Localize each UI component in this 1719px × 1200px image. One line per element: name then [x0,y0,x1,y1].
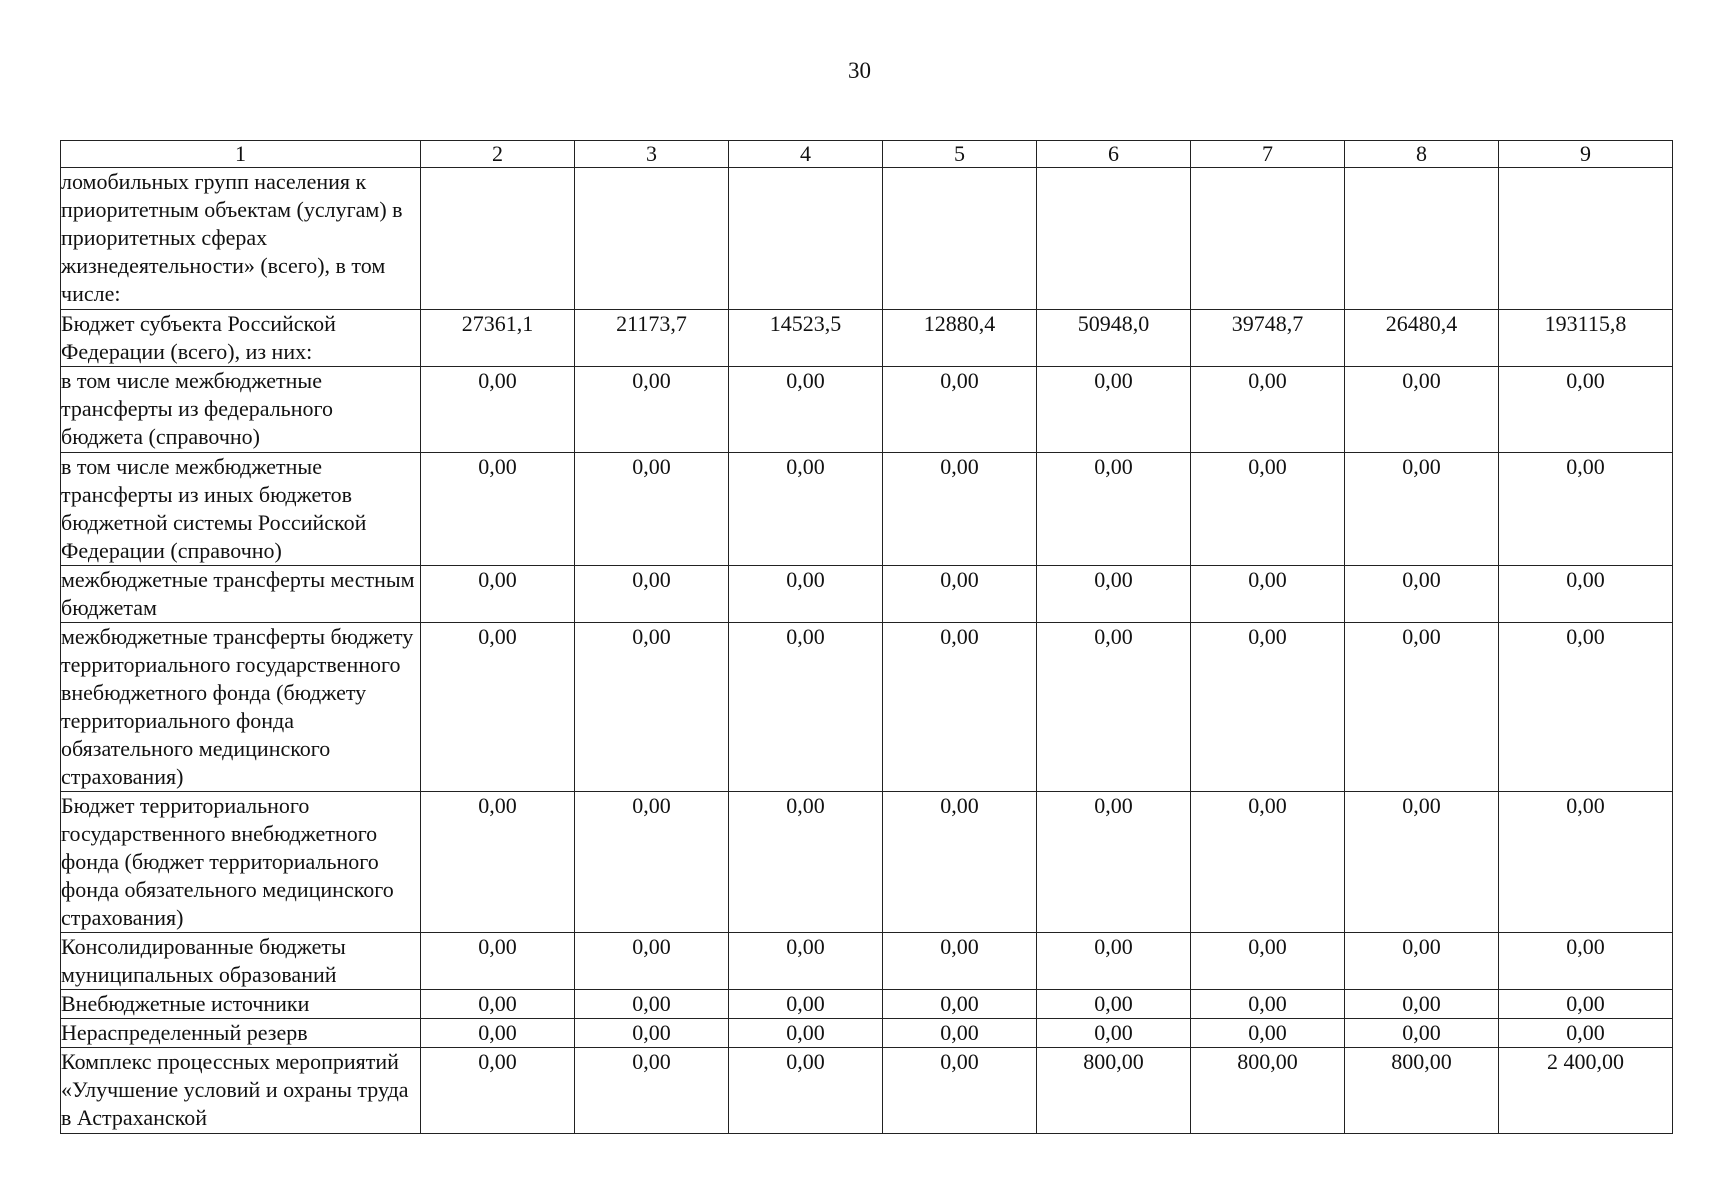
page-number: 30 [848,58,871,83]
value-cell: 0,00 [883,1019,1037,1048]
value-cell: 0,00 [421,367,575,453]
row-label: Комплекс процессных мероприятий «Улучшение условий и охраны труда в Астраханской [61,1048,421,1134]
value-cell: 0,00 [1345,792,1499,933]
value-cell: 0,00 [1037,792,1191,933]
header-cell: 9 [1499,141,1673,168]
value-cell: 0,00 [575,453,729,566]
value-cell: 0,00 [575,623,729,792]
value-cell: 0,00 [1345,933,1499,990]
value-cell: 0,00 [883,933,1037,990]
value-cell: 0,00 [1037,566,1191,623]
table-row [61,168,1673,310]
value-cell: 0,00 [729,566,883,623]
table-row [61,453,1673,566]
value-cell: 0,00 [883,990,1037,1019]
value-cell [575,168,729,310]
row-label: в том числе межбюджетные трансферты из иных бюджетов бюджетной системы Российской Федерации (справочно) [61,453,421,566]
row-label: Консолидированные бюджеты муниципальных образований [61,933,421,990]
value-cell: 0,00 [1499,623,1673,792]
row-label: Нераспределенный резерв [61,1019,421,1048]
value-cell: 39748,7 [1191,310,1345,367]
value-cell: 0,00 [1499,367,1673,453]
value-cell: 0,00 [1499,453,1673,566]
value-cell: 0,00 [575,933,729,990]
value-cell: 12880,4 [883,310,1037,367]
value-cell: 0,00 [1037,1019,1191,1048]
value-cell: 0,00 [1345,1019,1499,1048]
value-cell: 26480,4 [1345,310,1499,367]
table-row [61,367,1673,453]
value-cell: 0,00 [1499,990,1673,1019]
header-cell: 2 [421,141,575,168]
value-cell: 800,00 [1037,1048,1191,1134]
table-row [61,792,1673,933]
value-cell: 0,00 [1345,990,1499,1019]
header-cell: 3 [575,141,729,168]
value-cell: 0,00 [729,990,883,1019]
value-cell: 0,00 [575,566,729,623]
table-row [61,1019,1673,1048]
value-cell: 0,00 [1191,623,1345,792]
value-cell: 2 400,00 [1499,1048,1673,1134]
value-cell: 193115,8 [1499,310,1673,367]
table-row [61,310,1673,367]
value-cell: 0,00 [729,453,883,566]
value-cell: 0,00 [1037,933,1191,990]
value-cell: 0,00 [1345,453,1499,566]
value-cell: 0,00 [729,1048,883,1134]
value-cell: 0,00 [421,792,575,933]
value-cell: 0,00 [729,933,883,990]
value-cell: 50948,0 [1037,310,1191,367]
value-cell: 0,00 [1037,367,1191,453]
value-cell: 0,00 [883,453,1037,566]
value-cell: 0,00 [1499,566,1673,623]
value-cell: 27361,1 [421,310,575,367]
row-label: ломобильных групп населения к приоритетным объектам (услугам) в приоритетных сферах жизнедеятельности» (всего), в том числе: [61,168,421,310]
row-label: межбюджетные трансферты местным бюджетам [61,566,421,623]
table-row [61,623,1673,792]
value-cell: 0,00 [883,623,1037,792]
table-row [61,933,1673,990]
value-cell: 0,00 [1191,1019,1345,1048]
value-cell: 0,00 [1191,990,1345,1019]
value-cell [1037,168,1191,310]
value-cell: 0,00 [883,367,1037,453]
row-label: Внебюджетные источники [61,990,421,1019]
value-cell: 0,00 [729,792,883,933]
value-cell [421,168,575,310]
value-cell [729,168,883,310]
value-cell: 0,00 [729,623,883,792]
table-row [61,990,1673,1019]
value-cell: 0,00 [575,990,729,1019]
value-cell: 800,00 [1345,1048,1499,1134]
header-cell: 8 [1345,141,1499,168]
value-cell: 0,00 [1037,453,1191,566]
value-cell: 0,00 [575,792,729,933]
value-cell: 0,00 [421,990,575,1019]
row-label: Бюджет субъекта Российской Федерации (всего), из них: [61,310,421,367]
value-cell: 800,00 [1191,1048,1345,1134]
value-cell: 0,00 [1345,623,1499,792]
header-cell: 4 [729,141,883,168]
table-row [61,1048,1673,1134]
value-cell: 0,00 [1345,367,1499,453]
header-cell: 5 [883,141,1037,168]
value-cell: 0,00 [421,453,575,566]
value-cell [883,168,1037,310]
header-cell: 1 [61,141,421,168]
value-cell: 0,00 [1499,1019,1673,1048]
value-cell: 0,00 [421,1019,575,1048]
value-cell: 0,00 [1499,792,1673,933]
value-cell: 0,00 [1191,453,1345,566]
value-cell: 14523,5 [729,310,883,367]
row-label: Бюджет территориального государственного внебюджетного фонда (бюджет территориального фонда обязательного медицинского страхования) [61,792,421,933]
value-cell: 0,00 [729,367,883,453]
value-cell [1191,168,1345,310]
value-cell: 0,00 [575,1019,729,1048]
value-cell: 0,00 [883,566,1037,623]
header-cell: 6 [1037,141,1191,168]
row-label: межбюджетные трансферты бюджету территориального государственного внебюджетного фонда (бюджету территориального фонда обязательного медицинского страхования) [61,623,421,792]
header-cell: 7 [1191,141,1345,168]
value-cell: 0,00 [1037,623,1191,792]
value-cell: 0,00 [1191,566,1345,623]
value-cell: 0,00 [1191,367,1345,453]
header-row [61,141,1673,168]
value-cell: 21173,7 [575,310,729,367]
value-cell [1499,168,1673,310]
value-cell: 0,00 [421,566,575,623]
value-cell: 0,00 [575,367,729,453]
table-row [61,566,1673,623]
value-cell: 0,00 [729,1019,883,1048]
value-cell [1345,168,1499,310]
value-cell: 0,00 [1499,933,1673,990]
value-cell: 0,00 [1191,792,1345,933]
value-cell: 0,00 [883,1048,1037,1134]
row-label: в том числе межбюджетные трансферты из федерального бюджета (справочно) [61,367,421,453]
value-cell: 0,00 [575,1048,729,1134]
value-cell: 0,00 [1191,933,1345,990]
value-cell: 0,00 [883,792,1037,933]
value-cell: 0,00 [421,623,575,792]
value-cell: 0,00 [421,1048,575,1134]
value-cell: 0,00 [1345,566,1499,623]
value-cell: 0,00 [421,933,575,990]
value-cell: 0,00 [1037,990,1191,1019]
budget-table [60,140,1673,1134]
